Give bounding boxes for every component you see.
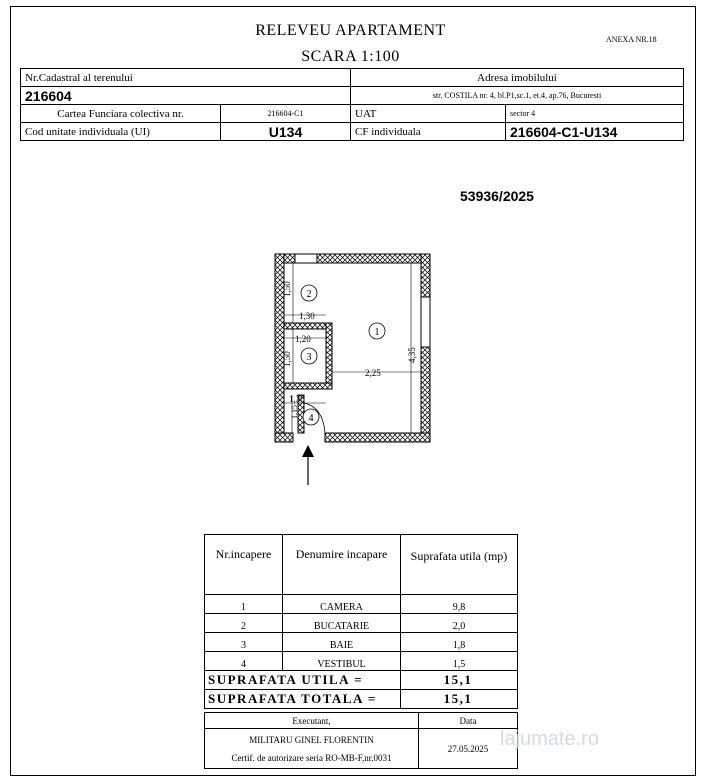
address-value: str. COSTILA nr. 4, bl.P1,sc.1, et.4, ap.76, Bucuresti	[351, 87, 684, 105]
header-table	[20, 68, 684, 141]
row-3-name: BAIE	[283, 633, 401, 652]
row-2-area: 2,0	[401, 614, 518, 633]
document-title: RELEVEU APARTAMENT	[255, 22, 446, 39]
watermark-logo: lajumate.ro	[500, 728, 599, 750]
header-room-name: Denumire incapare	[283, 535, 401, 595]
executor-details	[205, 729, 419, 769]
row-4-name: VESTIBUL	[283, 652, 401, 671]
executor-certificate: Certif. de autorizare seria RO-MB-F,nr.0031	[231, 753, 392, 763]
row-1-nr: 1	[205, 595, 283, 614]
total-area-label: SUPRAFATA TOTALA =	[205, 690, 401, 709]
row-4-area: 1,5	[401, 652, 518, 671]
cf-label: CF individuala	[351, 123, 506, 141]
wall-bath-bottom	[284, 383, 332, 389]
row-1-name: CAMERA	[283, 595, 401, 614]
registration-number: 53936/2025	[460, 188, 534, 204]
executor-name: MILITARU GINEL FLORENTIN	[249, 735, 374, 745]
room-number-3: 3	[306, 352, 312, 363]
date-value: 27.05.2025	[419, 729, 518, 769]
dim-kitchen-height: 1,50	[282, 281, 292, 297]
dim-vestibule-height: 1,15	[290, 405, 299, 419]
dim-bath-height: 1,50	[282, 351, 292, 367]
row-3-nr: 3	[205, 633, 283, 652]
dim-bath-width: 1,20	[295, 334, 311, 344]
row-1-area: 9,8	[401, 595, 518, 614]
dim-room-width: 2,25	[365, 368, 381, 378]
land-book-label: Cartea Funciara colectiva nr.	[21, 105, 221, 123]
room-number-1: 1	[374, 327, 380, 338]
uat-value: sector 4	[506, 105, 684, 123]
wall-bottom-left	[275, 433, 293, 442]
executor-label: Executant,	[205, 713, 419, 729]
dim-kitchen-width: 1,30	[299, 311, 315, 321]
cadastral-label: Nr.Cadastral al terenului	[21, 69, 351, 87]
header-room-number: Nr.incapere	[205, 535, 283, 595]
total-area-value: 15,1	[401, 690, 518, 709]
window-top	[295, 254, 317, 263]
uat-label: UAT	[351, 105, 506, 123]
useful-area-value: 15,1	[401, 671, 518, 690]
header-room-area: Suprafata utila (mp)	[401, 535, 518, 595]
entrance-arrow-head-icon	[302, 445, 314, 457]
room-number-4: 4	[308, 413, 314, 424]
floor-plan	[265, 245, 445, 485]
row-2-nr: 2	[205, 614, 283, 633]
dim-room-height: 4,35	[407, 347, 417, 363]
rooms-table	[204, 534, 518, 709]
useful-area-label: SUPRAFATA UTILA =	[205, 671, 401, 690]
unit-code-label: Cod unitate individuala (UI)	[21, 123, 221, 141]
wall-bath-right	[326, 323, 332, 388]
annex-label: ANEXA NR.18	[606, 35, 657, 44]
document-scale: SCARA 1:100	[301, 48, 400, 65]
wall-kitchen-bath	[284, 323, 332, 329]
executor-table	[204, 712, 518, 769]
wall-right	[421, 254, 430, 442]
wall-bottom-right	[325, 433, 430, 442]
unit-code-value: U134	[221, 123, 351, 141]
row-4-nr: 4	[205, 652, 283, 671]
cf-value: 216604-C1-U134	[506, 123, 684, 141]
room-number-2: 2	[306, 289, 312, 300]
window-right	[421, 297, 430, 347]
land-book-value: 216604-C1	[221, 105, 351, 123]
dim-vestibule-width: 1,30	[289, 394, 305, 404]
row-2-name: BUCATARIE	[283, 614, 401, 633]
cadastral-value: 216604	[21, 87, 351, 105]
row-3-area: 1,8	[401, 633, 518, 652]
address-label: Adresa imobilului	[351, 69, 684, 87]
date-label: Data	[419, 713, 518, 729]
